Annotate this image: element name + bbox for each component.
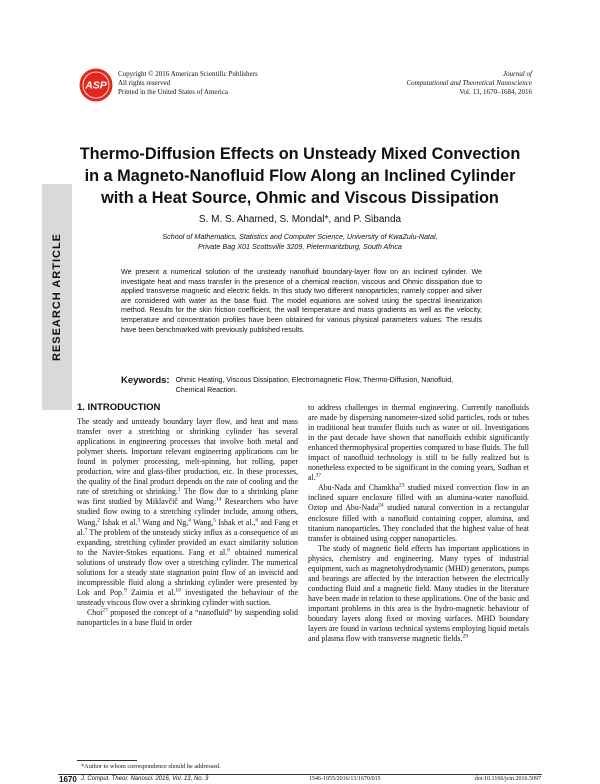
volume-info: Vol. 13, 1670–1684, 2016 (459, 88, 532, 96)
article-type-label: RESEARCH ARTICLE (51, 232, 63, 362)
copyright-block (118, 70, 258, 97)
footnote-rule (77, 760, 137, 761)
paragraph: to address challenges in thermal engineering. Currently nanofluids are made by dispersing nanometer-sized solid particles, rods or tubes in traditional heat transfer fluids such as water or oil. Investigations in the past decade have shown that nanofluids exhibit significantly enhanced thermophysical properties compared to base fluids. The full impact of nanofluid technology is still to be fully realized but is nonetheless expected to be significant in the coming years, Sudhan et al.$^{37}$ (308, 403, 529, 483)
journal-name-line: Journal of (503, 70, 532, 78)
page-number: 1670 (59, 775, 77, 784)
publisher-logo (79, 68, 113, 102)
title-line: Thermo-Diffusion Effects on Unsteady Mixed Convection (79, 145, 521, 163)
title-line: in a Magneto-Nanofluid Flow Along an Inclined Cylinder (84, 167, 516, 185)
keywords-list: Ohmic Heating, Viscous Dissipation, Electromagnetic Flow, Thermo-Diffusion, Nanofluid, Chemical Reaction. (175, 376, 454, 394)
paragraph: The steady and unsteady boundary layer flow, and heat and mass transfer over a stretching or shrinking cylinder has several applications in engineering processes that involve both metal and polymer sheets. Important relevant engineering applications can be found in polymer processing, melt-spinning, hot rolling, paper production, wire and glass-fiber production, etc. In these processes, the quality of the final product depends on the rate of cooling and the rate of stretching or shrinking.$^1$ The flow due to a shrinking plane was first studied by Miklavčič and Wang.$^{14}$ Researchers who have studied flow owing to a stretching cylinder include, among others, Wang,$^2$ Ishak et al.$^3$ Wang and Ng,$^4$ Wang,$^5$ Ishak et al.,$^6$ and Fang et al.$^7$ The problem of the unsteady sticky influx as a consequence of an expanding, stretching cylinder provided an exact similarity solution to the Navier-Stokes equations. Fang et al.$^8$ obtained numerical solutions of unsteady flow over a stretching cylinder. The numerical solutions for a steady state stagnation point flow of an inviscid and incompressible fluid along a shrinking cylinder were presented by Lok and Pop.$^9$ Zaimia et al.$^{10}$ investigated the behaviour of the unsteady viscous flow over a shrinking cylinder with suction. (77, 417, 299, 607)
article-title (70, 143, 530, 209)
footer-issn: 1546-1955/2016/13/1670/015 (309, 776, 381, 782)
body-column-left (77, 403, 298, 628)
abstract: We present a numerical solution of the unsteady nanofluid boundary-layer flow on an inclined cylinder. We investigate heat and mass transfer in the presence of a chemical reaction, viscous and Ohmic dissipation due to applied transverse magnetic and electric fields. In this study two different nanoparticles; namely copper and silver are considered with water as the base fluid. The model equations are solved using the spectral linearization method. Results for the skin friction coefficient, the wall temperature and mass gradients as well as the velocity, temperature and concentration profiles have been obtained for various physical parameters values. The results have been benchmarked with previously published results. (121, 268, 482, 334)
authors: S. M. S. Ahamed, S. Mondal*, and P. Sibanda (198, 214, 402, 225)
paragraph: Abu-Nada and Chamkha$^{23}$ studied mixed convection flow in an inclined square enclosure filled with an alumina-water nanofluid. Oztop and Abu-Nada$^{24}$ studied natural convection in a rectangular enclosure filled with a nanofluid containing copper, alumina, and titanium nanoparticles. They concluded that the highest value of heat transfer is obtained using copper nanoparticles. (308, 482, 529, 543)
logo-text: ASP (85, 79, 107, 92)
journal-name-line: Computational and Theoretical Nanoscience (406, 79, 532, 87)
footer-doi: doi:10.1166/jctn.2016.5097 (474, 776, 541, 782)
article-type-banner (42, 184, 72, 410)
copyright-line: All rights reserved (118, 79, 171, 87)
copyright-line: Copyright © 2016 American Scientific Publishers (118, 70, 258, 78)
footer-journal: J. Comput. Theor. Nanosci. 2016, Vol. 13, No. 3 (81, 776, 209, 782)
journal-info (406, 70, 532, 97)
page-footer (59, 776, 541, 784)
affiliation (70, 232, 530, 251)
copyright-line: Printed in the United States of America (118, 88, 229, 96)
body-column-right (308, 403, 529, 644)
keywords (121, 376, 482, 395)
footer-rule (58, 774, 542, 775)
paragraph: The study of magnetic field effects has important applications in physics, chemistry and engineering. Many types of industrial equipment, such as magnetohydrodynamic (MHD) generators, pumps and bearings are affected by the interaction between the electrically conducting fluid and a magnetic field. Many studies in the literature have been made in relation to these applications. One of the basic and important problems in this area is the hydro-magnetic behaviour of boundary layers along fixed or moving surfaces. MHD boundary layers are found in various technical systems employing liquid metals and plasma flow with transverse magnetic fields.$^{29}$ (308, 543, 529, 644)
paragraph: Choi$^{27}$ proposed the concept of a “nanofluid” by suspending solid nanoparticles in a base fluid in order (77, 607, 298, 627)
footnote: *Author to whom correspondence should be addressed. (81, 763, 221, 770)
section-heading: 1. INTRODUCTION (77, 402, 161, 413)
affiliation-line: School of Mathematics, Statistics and Computer Science, University of KwaZulu-Natal, (162, 232, 438, 241)
affiliation-line: Private Bag X01 Scottsville 3209, Pietermaritzburg, South Africa (198, 241, 402, 251)
keywords-label: Keywords: (121, 375, 170, 386)
title-line: with a Heat Source, Ohmic and Viscous Dissipation (101, 189, 499, 207)
